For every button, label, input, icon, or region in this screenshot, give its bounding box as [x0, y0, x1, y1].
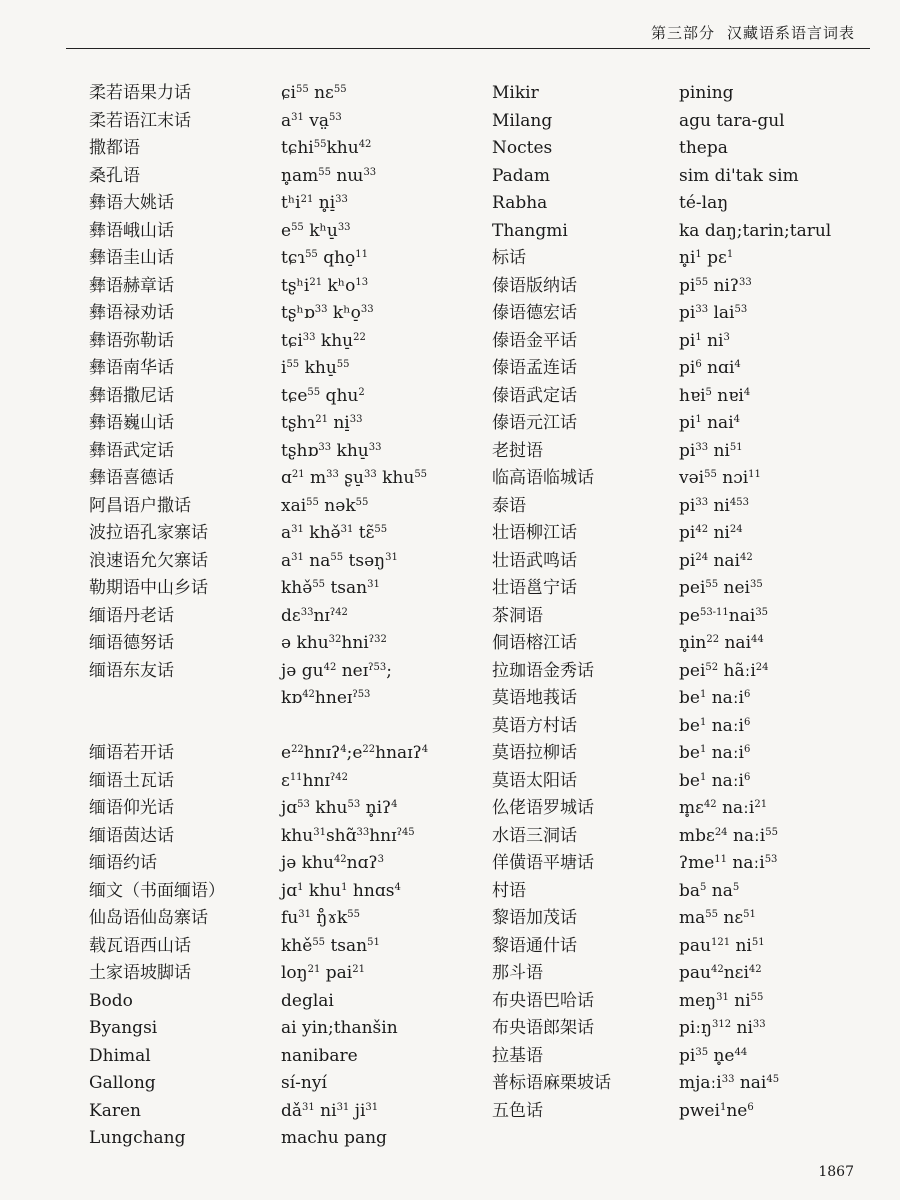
language-name [492, 1125, 677, 1153]
language-name: 彝语巍山话 [89, 413, 174, 433]
language-name: 壮语邕宁话 [492, 578, 577, 598]
language-name: 莫语拉柳话 [492, 743, 577, 763]
word-form: sí-nyí [281, 1073, 327, 1093]
word-form: $pi^1$ $ni^3$ [679, 330, 730, 351]
language-name: Rabha [492, 193, 548, 213]
column-forms-1 [281, 80, 481, 1153]
word-form: $be^1$ naːi$^6$ [679, 715, 751, 736]
language-name: 普标语麻栗坡话 [492, 1073, 611, 1093]
language-name: 傣语金平话 [492, 330, 577, 351]
language-name: Dhimal [89, 1045, 151, 1066]
word-form: khě$^{55}$ tsan$^{51}$ [281, 935, 380, 956]
word-form: xai$^{55}$ nək$^{55}$ [281, 495, 369, 516]
language-name: 老挝语 [492, 440, 543, 461]
language-name: 彝语大姚话 [89, 193, 174, 213]
language-name: 彝语弥勒话 [89, 330, 174, 351]
word-form: tɕe$^{55}$ qhu$^2$ [281, 385, 365, 406]
language-name: 五色话 [492, 1100, 543, 1121]
language-name: 缅文（书面缅语） [89, 880, 225, 901]
word-form: $pwei^1ne^6$ [679, 1100, 754, 1121]
language-name: 彝语禄劝话 [89, 303, 174, 323]
language-name: 缅语茵达话 [89, 825, 174, 846]
word-form: sim di'tak sim [679, 165, 799, 186]
language-name: 傣语德宏话 [492, 303, 577, 323]
word-form: $a^{31}$ va̤$^{53}$ [281, 110, 342, 131]
word-form: m̥ɛ$^{42}$ naːi$^{21}$ [679, 798, 768, 818]
column-forms-2 [679, 80, 879, 1153]
word-form: tʂʰi$^{21}$ kʰo$^{13}$ [281, 275, 369, 296]
word-form: tʂhɿ$^{21}$ ni̠$^{33}$ [281, 413, 363, 433]
word-form: ɛ$^{11}$hnɪ$^{ʔ42}$ [281, 770, 348, 791]
language-name: 侗语榕江话 [492, 633, 577, 653]
language-name: 柔若语江末话 [89, 110, 191, 131]
word-form: ai yin;thanšin [281, 1018, 398, 1038]
header-title: 汉藏语系语言词表 [726, 24, 855, 42]
language-name: 莫语方村话 [492, 715, 577, 736]
word-form: jɑ$^1$ khu$^1$ hnɑs$^4$ [281, 880, 401, 901]
language-name: 村语 [492, 880, 526, 901]
word-form: thepa [679, 138, 728, 158]
word-form: jə $gu^{42}$ neɪ$^{ʔ53}$; [281, 660, 392, 681]
language-name: 土家语坡脚话 [89, 963, 191, 983]
language-name: Gallong [89, 1073, 156, 1093]
word-form: $pi^{55}$ niʔ$^{33}$ [679, 275, 752, 296]
word-form: tʰi$^{21}$ n̥i̠$^{33}$ [281, 193, 348, 213]
word-form: $ba^5$ $na^5$ [679, 880, 740, 901]
word-form: dɛ$^{33}$nɪ$^{ʔ42}$ [281, 605, 348, 626]
language-name: 彝语峨山话 [89, 220, 174, 241]
language-name: 缅语约话 [89, 853, 157, 873]
word-form: ə khu$^{32}$hni$^{ʔ32}$ [281, 633, 387, 653]
language-name: Milang [492, 110, 553, 131]
word-form: ʔme$^{11}$ naːi$^{53}$ [679, 853, 778, 873]
language-name: 撒都语 [89, 138, 140, 158]
language-name: 载瓦语西山话 [89, 935, 191, 956]
language-name: 临高语临城话 [492, 468, 594, 488]
language-name: 佯僙语平塘话 [492, 853, 594, 873]
language-name: 彝语圭山话 [89, 248, 174, 268]
language-name: 莫语太阳话 [492, 770, 577, 791]
language-name: 傣语版纳话 [492, 275, 577, 296]
word-form: $dǎ^{31}$ $ni^{31}$ $ji^{31}$ [281, 1100, 379, 1121]
header-part: 第三部分 [650, 24, 715, 42]
word-form: mbɛ$^{24}$ naːi$^{55}$ [679, 825, 778, 846]
word-form: $pi^{24}$ nai$^{42}$ [679, 550, 753, 571]
word-form: $be^1$ naːi$^6$ [679, 743, 751, 763]
page-number: 1867 [818, 1164, 854, 1180]
word-form: ɑ$^{21}$ $m^{33}$ ʂu̠$^{33}$ khu$^{55}$ [281, 468, 428, 488]
language-name: 布央语郎架话 [492, 1018, 594, 1038]
word-form: $pi^{35}$ $n̥e^{44}$ [679, 1045, 748, 1066]
word-form: $be^1$ naːi$^6$ [679, 688, 751, 708]
language-name: 缅语丹老话 [89, 605, 174, 626]
language-name: Karen [89, 1100, 141, 1121]
word-form: ka daŋ;tarin;tarul [679, 220, 832, 241]
language-name: 缅语仰光话 [89, 798, 174, 818]
language-name: 彝语武定话 [89, 440, 174, 461]
language-name: 缅语德努话 [89, 633, 174, 653]
language-name: Byangsi [89, 1018, 158, 1038]
word-form: vəi$^{55}$ nɔi$^{11}$ [679, 468, 761, 488]
language-name: Mikir [492, 83, 539, 103]
language-name: 仙岛语仙岛寨话 [89, 908, 208, 928]
word-form: $i^{55}$ khu̠$^{55}$ [281, 358, 350, 378]
language-name: 柔若语果力话 [89, 83, 191, 103]
word-form: pei$^{55}$ nei$^{35}$ [679, 578, 763, 598]
word-form: meŋ$^{31}$ $ni^{55}$ [679, 990, 764, 1011]
word-form: $pi^6$ nɑi$^4$ [679, 358, 741, 378]
language-name: 彝语赫章话 [89, 275, 174, 296]
word-form: $e^{22}hnɪʔ^4;e^{22}hnaɪʔ^4$ [281, 743, 429, 763]
word-form: tɕhi$^{55}$khu$^{42}$ [281, 138, 372, 158]
word-form: $pi^{33}$ $ni^{453}$ [679, 495, 749, 516]
word-form: deglai [281, 990, 334, 1011]
language-name: 傣语元江话 [492, 413, 577, 433]
word-form: ɕi$^{55}$ nɛ$^{55}$ [281, 83, 347, 103]
language-name: 彝语喜德话 [89, 468, 174, 488]
word-form: tɕi$^{33}$ khu̠$^{22}$ [281, 330, 366, 351]
language-name: Lungchang [89, 1128, 186, 1148]
language-name: 黎语通什话 [492, 935, 577, 956]
word-form: tʂhɒ$^{33}$ khu̠$^{33}$ [281, 440, 382, 461]
language-name: 勒期语中山乡话 [89, 578, 208, 598]
word-form: $pi^{33}$ lai$^{53}$ [679, 303, 748, 323]
word-form: tʂʰɒ$^{33}$ kʰo̠$^{33}$ [281, 303, 374, 323]
language-name: 彝语撒尼话 [89, 385, 174, 406]
word-form: pining [679, 83, 734, 103]
language-name: 缅语东友话 [89, 660, 174, 681]
word-form: $n̥i^1$ pɛ$^1$ [679, 248, 734, 268]
language-name: 波拉语孔家寨话 [89, 523, 208, 543]
word-form: té-laŋ [679, 193, 729, 213]
word-form: khu$^{31}$shɑ̃$^{33}$hnɪ$^{ʔ45}$ [281, 825, 415, 846]
word-form: jɑ$^{53}$ khu$^{53}$ n̥iʔ$^4$ [281, 798, 398, 818]
word-form: piːŋ$^{312}$ $ni^{33}$ [679, 1018, 766, 1038]
header-rule [66, 48, 870, 49]
word-form: $a^{31}$ $na^{55}$ tsəŋ$^{31}$ [281, 550, 398, 571]
language-name: 拉基语 [492, 1045, 543, 1066]
language-name: 壮语武鸣话 [492, 550, 577, 571]
word-form: agu tara-gul [679, 110, 785, 131]
word-form: $a^{31}$ khə̌$^{31}$ tɛ̃$^{55}$ [281, 523, 388, 543]
language-name: 阿昌语户撒话 [89, 495, 191, 516]
word-form [679, 1125, 879, 1153]
language-name [89, 713, 279, 741]
language-name: 缅语土瓦话 [89, 770, 174, 791]
language-name: 水语三洞话 [492, 825, 577, 846]
column-language-names-2 [492, 80, 677, 1153]
word-form: $n̥am^{55}$ nɯ$^{33}$ [281, 165, 377, 186]
word-form: nanibare [281, 1045, 358, 1066]
word-form: $fu^{31}$ ŋ̊ɤk$^{55}$ [281, 908, 360, 928]
language-name: 彝语南华话 [89, 358, 174, 378]
word-form: pau$^{121}$ $ni^{51}$ [679, 935, 765, 956]
language-name: 布央语巴哈话 [492, 990, 594, 1011]
language-name: Padam [492, 165, 550, 186]
language-name: 茶洞语 [492, 605, 543, 626]
word-form: $e^{55}$ kʰu̠$^{33}$ [281, 220, 351, 241]
word-form: $pi^{42}$ $ni^{24}$ [679, 523, 743, 543]
word-form [281, 713, 481, 741]
language-name: 泰语 [492, 495, 526, 516]
column-language-names-1 [89, 80, 279, 1153]
word-form: pei$^{52}$ hãːi$^{24}$ [679, 660, 769, 681]
language-name: 缅语若开话 [89, 743, 174, 763]
language-name: Noctes [492, 138, 553, 158]
language-name: 拉珈语金秀话 [492, 660, 594, 681]
word-form: $n̥in^{22}$ nai$^{44}$ [679, 633, 764, 653]
word-form: hɐi$^5$ nɐi$^4$ [679, 385, 751, 406]
word-form: $pe^{53-11}nai^{35}$ [679, 605, 769, 626]
word-form: kɒ$^{42}$hneɪ$^{ʔ53}$ [281, 688, 371, 708]
word-form: $pi^1$ nai$^4$ [679, 413, 741, 433]
word-form: jə khu$^{42}$nɑʔ$^3$ [281, 853, 384, 873]
word-form: $ma^{55}$ nɛ$^{51}$ [679, 908, 756, 928]
word-form: pau$^{42}$nɛi$^{42}$ [679, 963, 762, 983]
language-name: 那斗语 [492, 963, 543, 983]
language-name: Thangmi [492, 220, 568, 241]
language-name: 傣语孟连话 [492, 358, 577, 378]
word-form: machu pang [281, 1128, 387, 1148]
word-form: mjaːi$^{33}$ nai$^{45}$ [679, 1073, 780, 1093]
word-form: $pi^{33}$ $ni^{51}$ [679, 440, 743, 461]
word-form: tɕɿ$^{55}$ qho̠$^{11}$ [281, 248, 369, 268]
language-name: 桑孔语 [89, 165, 140, 186]
language-name: Bodo [89, 990, 133, 1011]
word-form: loŋ$^{21}$ pai$^{21}$ [281, 963, 365, 983]
running-header [651, 22, 855, 43]
language-name: 浪速语允欠寨话 [89, 550, 208, 571]
language-name: 标话 [492, 248, 526, 268]
word-form: $be^1$ naːi$^6$ [679, 770, 751, 791]
language-name: 莫语地莪话 [492, 688, 577, 708]
language-name: 黎语加茂话 [492, 908, 577, 928]
language-name: 傣语武定话 [492, 385, 577, 406]
language-name: 仫佬语罗城话 [492, 798, 594, 818]
word-form: khə̌$^{55}$ tsan$^{31}$ [281, 578, 380, 598]
language-name: 壮语柳江话 [492, 523, 577, 543]
language-name [89, 685, 279, 713]
